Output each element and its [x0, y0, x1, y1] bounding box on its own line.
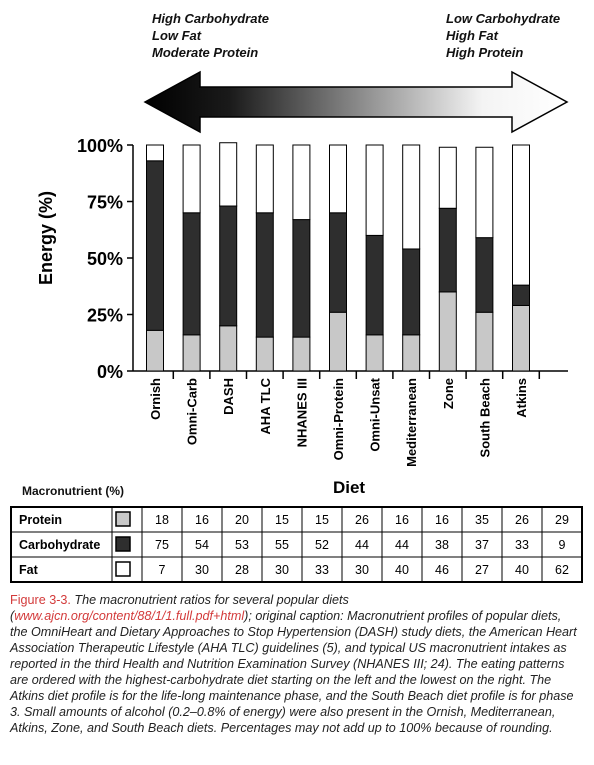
bar-segment-carbohydrate — [476, 238, 493, 313]
table-cell: 44 — [395, 538, 409, 552]
table-cell: 62 — [555, 563, 569, 577]
legend-swatch-fat — [116, 562, 130, 576]
table-cell: 52 — [315, 538, 329, 552]
table-cell: 40 — [515, 563, 529, 577]
table-cell: 16 — [195, 513, 209, 527]
bar-segment-fat — [147, 145, 164, 161]
table-cell: 16 — [395, 513, 409, 527]
x-tick-label: Omni-Protein — [331, 378, 346, 461]
x-tick-label: Mediterranean — [404, 378, 420, 467]
right-header-line: High Protein — [446, 45, 524, 60]
table-cell: 28 — [235, 563, 249, 577]
left-header-line: Moderate Protein — [152, 45, 259, 60]
left-header-line: High Carbohydrate — [152, 11, 270, 26]
table-row-label: Fat — [19, 563, 38, 577]
bar-segment-fat — [403, 145, 420, 249]
x-tick-label: Omni-Carb — [184, 378, 200, 446]
y-axis-label: Energy (%) — [36, 190, 56, 286]
table-row-label: Carbohydrate — [19, 538, 101, 552]
table-cell: 33 — [515, 538, 529, 552]
y-tick-label: 75% — [86, 192, 123, 213]
table-cell: 44 — [355, 538, 369, 552]
table-cell: 29 — [555, 513, 569, 527]
table-cell: 7 — [158, 563, 166, 577]
bar-segment-protein — [183, 335, 200, 371]
bar-segment-protein — [220, 326, 237, 371]
table-cell: 9 — [558, 538, 566, 552]
x-tick-label: Omni-Unsat — [367, 378, 383, 452]
bar-segment-fat — [293, 145, 310, 220]
x-tick-label: NHANES III — [294, 378, 310, 448]
bar-segment-fat — [513, 145, 530, 285]
bar-segment-carbohydrate — [147, 161, 164, 331]
table-cell: 27 — [475, 563, 489, 577]
x-tick-label: AHA TLC — [257, 378, 273, 435]
table-cell: 30 — [355, 563, 369, 577]
table-cell: 54 — [195, 538, 209, 552]
table-cell: 55 — [275, 538, 289, 552]
table-cell: 33 — [315, 563, 329, 577]
legend-swatch-protein — [116, 512, 130, 526]
bar-segment-protein — [147, 330, 164, 371]
bar-segment-protein — [366, 335, 383, 371]
x-tick-label: Zone — [440, 378, 456, 410]
table-cell: 30 — [195, 563, 209, 577]
table-cell: 15 — [315, 513, 329, 527]
bar-segment-fat — [476, 147, 493, 237]
bar-segment-protein — [403, 335, 420, 371]
table-cell: 26 — [355, 513, 369, 527]
y-tick-label: 50% — [86, 249, 123, 269]
table-cell: 18 — [155, 513, 169, 527]
x-axis-label: Diet — [332, 478, 366, 497]
bar-segment-fat — [439, 147, 456, 208]
bar-segment-carbohydrate — [513, 285, 530, 305]
gradient-double-arrow — [145, 72, 567, 132]
bar-segment-carbohydrate — [220, 206, 237, 326]
y-tick-label: 25% — [86, 305, 123, 326]
left-header-line: Low Fat — [152, 28, 202, 43]
bar-segment-fat — [256, 145, 273, 213]
y-tick-label: 100% — [76, 136, 123, 156]
x-tick-label: Atkins — [514, 378, 529, 418]
legend-swatch-carbohydrate — [116, 537, 130, 551]
bar-segment-carbohydrate — [256, 213, 273, 337]
table-cell: 26 — [515, 513, 529, 527]
figure-label: Figure 3-3. — [10, 593, 71, 607]
table-cell: 16 — [435, 513, 449, 527]
x-tick-label: DASH — [221, 378, 237, 415]
table-cell: 46 — [435, 563, 449, 577]
bar-segment-carbohydrate — [403, 249, 420, 335]
bar-segment-fat — [220, 143, 237, 206]
table-cell: 20 — [235, 513, 249, 527]
bar-segment-protein — [476, 312, 493, 371]
bar-segment-carbohydrate — [293, 220, 310, 338]
bar-segment-protein — [256, 337, 273, 371]
table-cell: 37 — [475, 538, 489, 552]
bar-segment-protein — [439, 292, 456, 371]
bar-segment-fat — [366, 145, 383, 235]
bar-segment-carbohydrate — [439, 208, 456, 292]
bar-segment-protein — [293, 337, 310, 371]
table-cell: 35 — [475, 513, 489, 527]
bar-segment-carbohydrate — [183, 213, 200, 335]
bar-segment-protein — [513, 305, 530, 371]
caption-text: The macronutrient ratios for several popular diets ( — [10, 593, 349, 623]
figure-caption — [10, 592, 580, 736]
table-row-label: Protein — [19, 513, 63, 527]
bar-segment-carbohydrate — [366, 235, 383, 334]
table-title: Macronutrient (%) — [22, 484, 124, 498]
bar-segment-fat — [330, 145, 347, 213]
y-tick-label: 0% — [96, 362, 123, 382]
table-cell: 38 — [435, 538, 449, 552]
table-cell: 40 — [395, 563, 409, 577]
bar-segment-protein — [330, 312, 347, 371]
table-cell: 15 — [275, 513, 289, 527]
table-cell: 30 — [275, 563, 289, 577]
bar-segment-fat — [183, 145, 200, 213]
bar-segment-carbohydrate — [330, 213, 347, 312]
right-header-line: Low Carbohydrate — [446, 11, 561, 26]
caption-link[interactable]: www.ajcn.org/content/88/1/1.full.pdf+html — [14, 609, 245, 623]
x-tick-label: South Beach — [477, 378, 493, 458]
right-header-line: High Fat — [446, 28, 498, 43]
caption-text: ); original caption: Macronutrient profiles of popular diets, the OmniHeart and Dietary Approaches to Stop Hypertension (DASH) study diets, the American Heart Association Therapeutic Lifestyle (AHA TLC) guidelines (5), and typical US macronutrient intakes as reported in the third Health and Nutrition Examination Survey (NHANES III; 24). The eating patterns are ordered with the highest-carbohydrate diet starting on the left and the lowest on the right. The Atkins diet profile is for the life-long maintenance phase, and the South Beach diet profile is for phase 3. Small amounts of alcohol (0.2–0.8% of energy) were also present in the Ornish, Mediterranean, Atkins, Zone, and South Beach diets. Percentages may not add up to 100% because of rounding. — [10, 609, 577, 735]
table-cell: 75 — [155, 538, 169, 552]
x-tick-label: Ornish — [148, 378, 163, 420]
table-cell: 53 — [235, 538, 249, 552]
